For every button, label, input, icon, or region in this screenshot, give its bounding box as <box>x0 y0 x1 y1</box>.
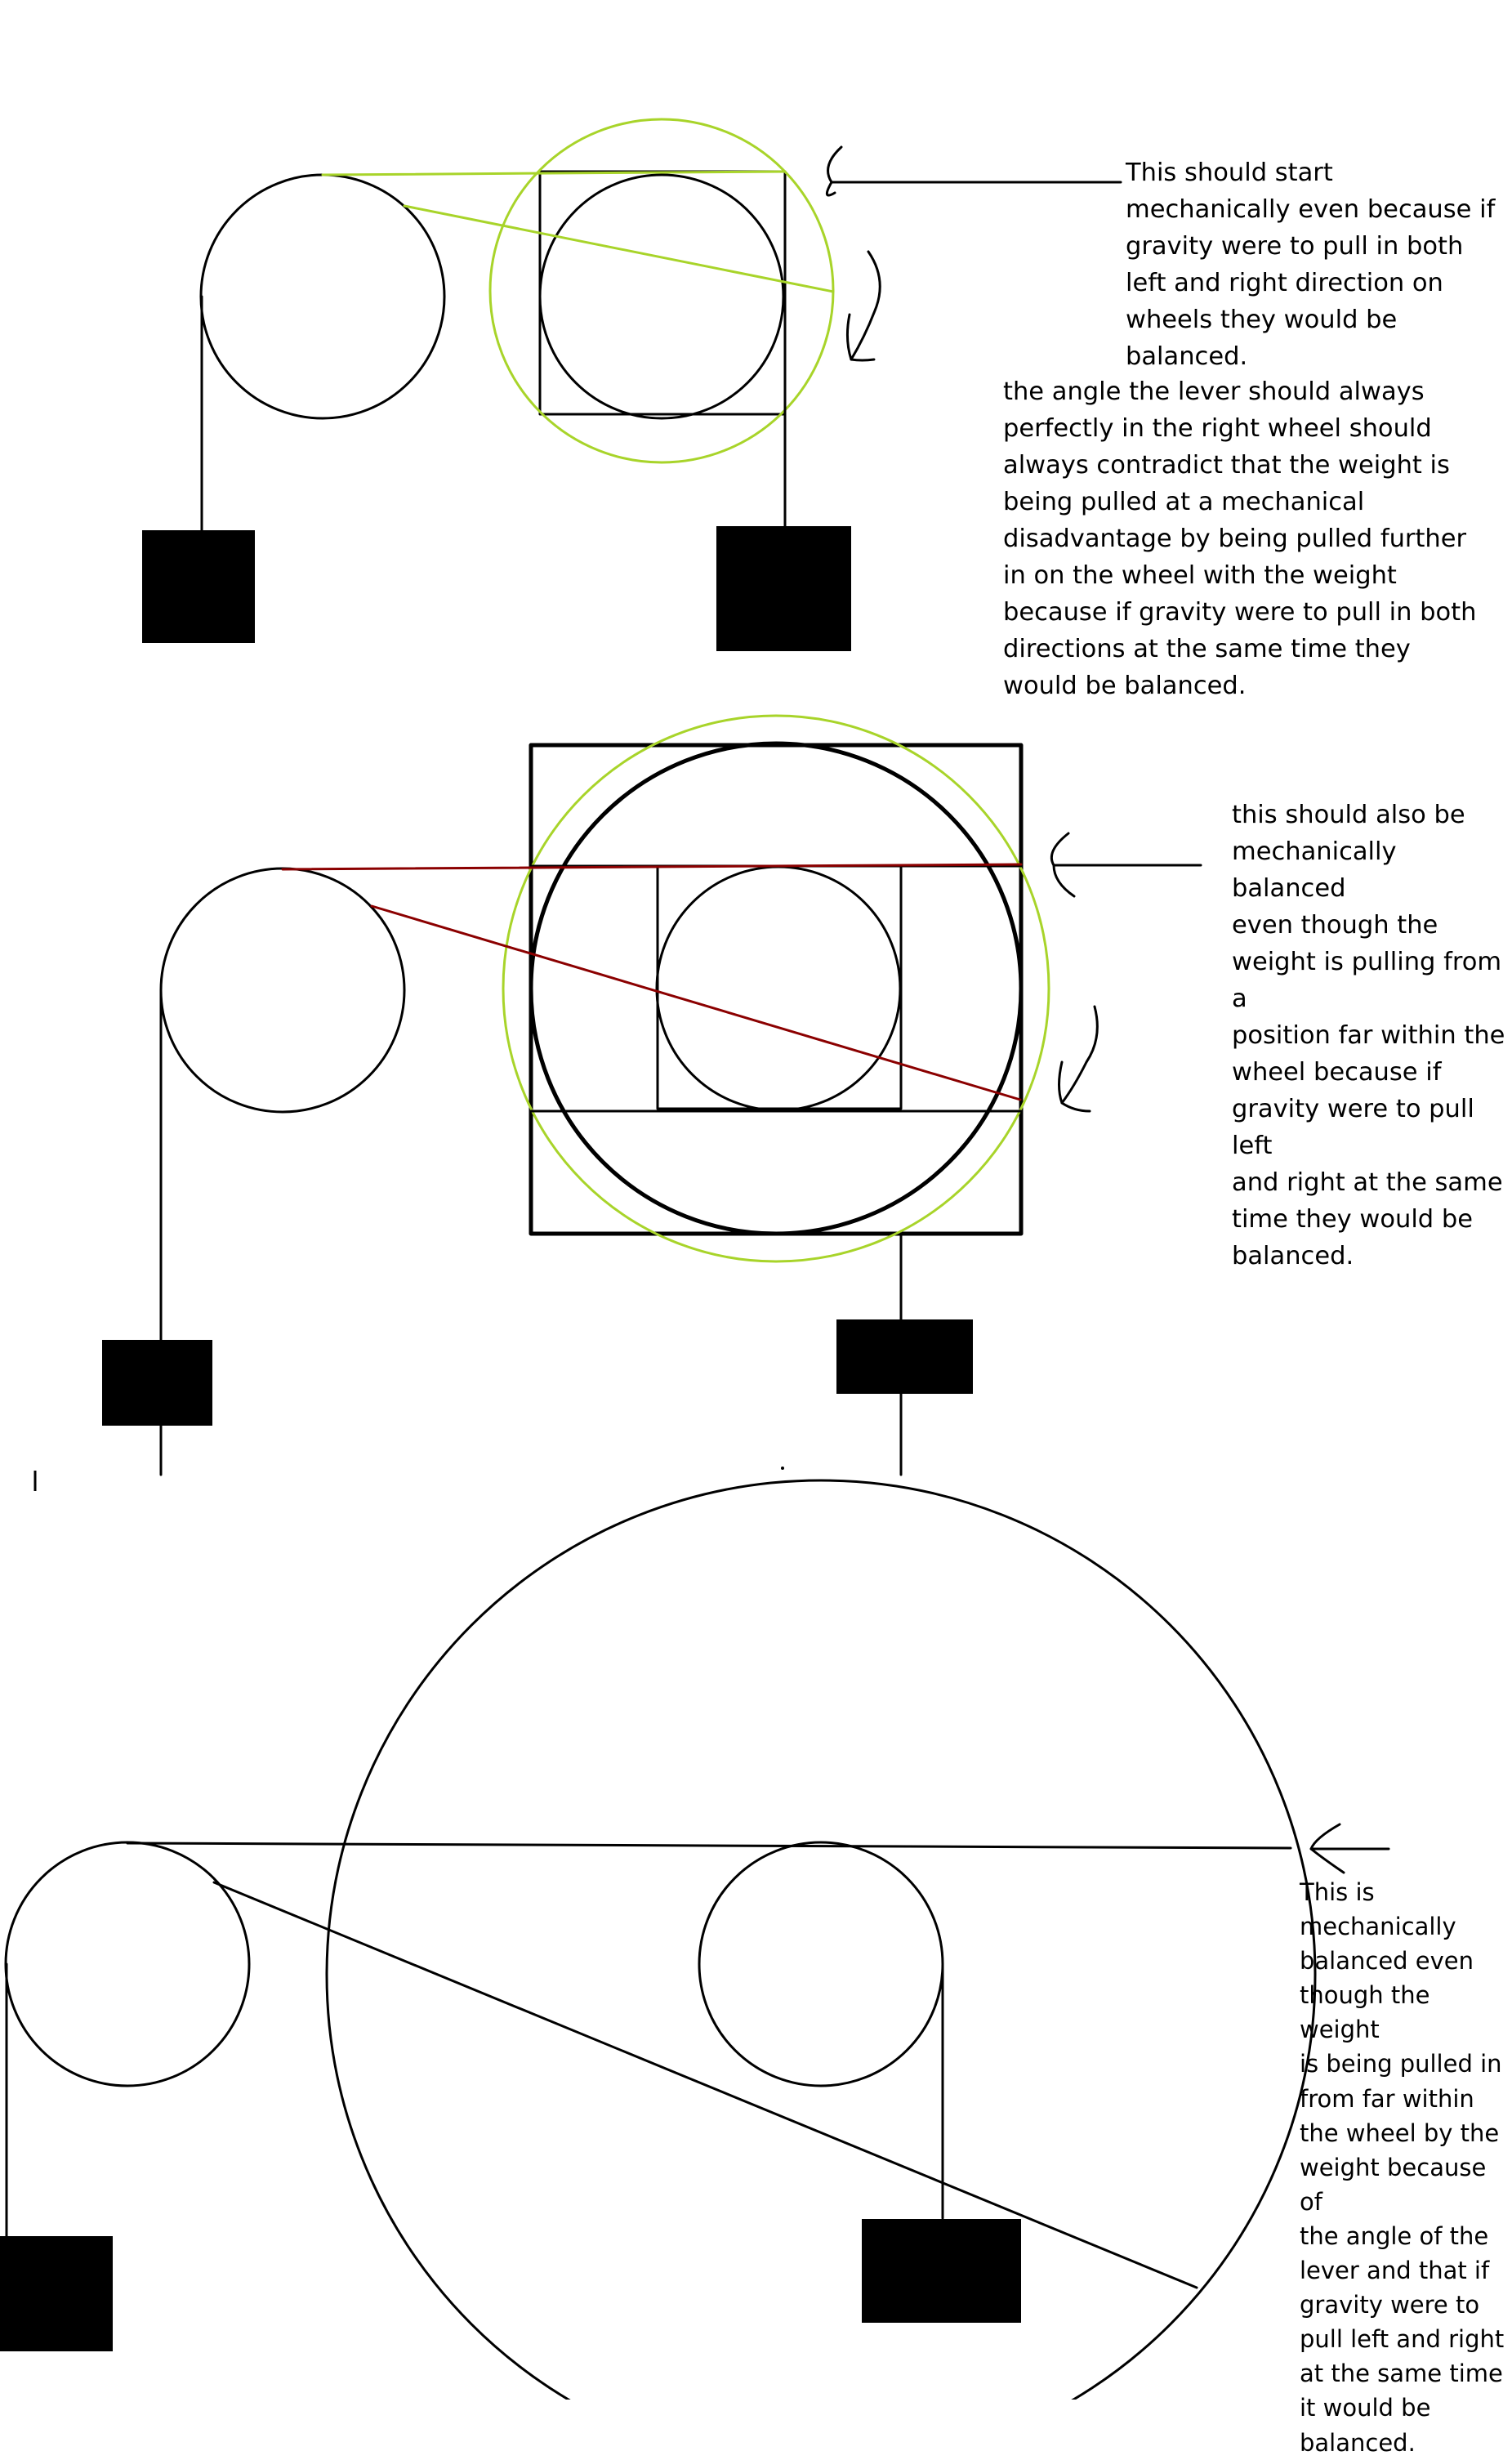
figure-1 <box>142 119 1121 651</box>
fig2-inner-wheel <box>657 867 900 1110</box>
fig1-top-rope <box>323 172 785 175</box>
fig1-arrow-left <box>827 147 1121 195</box>
fig2-arrow-left <box>1051 833 1201 896</box>
fig2-outer-square <box>531 745 1021 1234</box>
fig1-right-weight <box>716 526 851 651</box>
fig2-right-weight <box>836 1319 973 1394</box>
fig2-lever-rod <box>372 906 1020 1100</box>
note-figure-3: This is mechanically balanced even though the weight is being pulled in from far within the wheel by the weight because of the angle of the lever and that if gravity were to pull left and right at the same time it would be balanced. <box>1300 1878 1505 2457</box>
fig3-right-weight <box>862 2219 1021 2323</box>
note-figure-1-lever-angle: the angle the lever should always perfectly in the right wheel should always contradict that the weight is being pulled at a mechanical disadvantage by being pulled further in on the wheel with the weight because if gravity were to pull in both directions at the same time they would be balanced. <box>1003 377 1477 700</box>
note-figure-1-start: This should start mechanically even because if gravity were to pull in both left and right direction on wheels they would be balanced. <box>1126 158 1496 371</box>
fig2-left-weight <box>102 1340 212 1426</box>
fig3-inner-wheel <box>699 1842 943 2086</box>
figure-2 <box>102 716 1201 1475</box>
stray-dot <box>781 1467 784 1470</box>
fig1-arrow-down <box>847 252 880 360</box>
fig1-left-wheel <box>201 175 444 418</box>
fig1-left-weight <box>142 530 255 643</box>
figure-3 <box>0 1480 1389 2400</box>
fig2-left-wheel <box>161 868 404 1112</box>
fig3-left-wheel <box>6 1842 249 2086</box>
fig3-arrow-left <box>1311 1824 1389 1873</box>
note-figure-2: this should also be mechanically balanced even though the weight is pulling from a position far within the wheel because if gravity were to pull left and right at the same time they would be balanced. <box>1232 801 1505 1270</box>
fig1-right-wheel <box>540 175 783 418</box>
fig2-big-wheel <box>531 743 1021 1234</box>
fig2-lever-circle <box>503 716 1049 1261</box>
fig3-top-rope <box>127 1843 1291 1848</box>
fig1-lever-rod <box>404 206 833 292</box>
fig3-lever-rod <box>214 1882 1197 2288</box>
stray-marks <box>35 1467 784 1491</box>
fig2-arrow-down <box>1059 1007 1098 1111</box>
fig3-big-wheel <box>327 1480 1315 2400</box>
fig3-left-weight <box>0 2236 113 2351</box>
